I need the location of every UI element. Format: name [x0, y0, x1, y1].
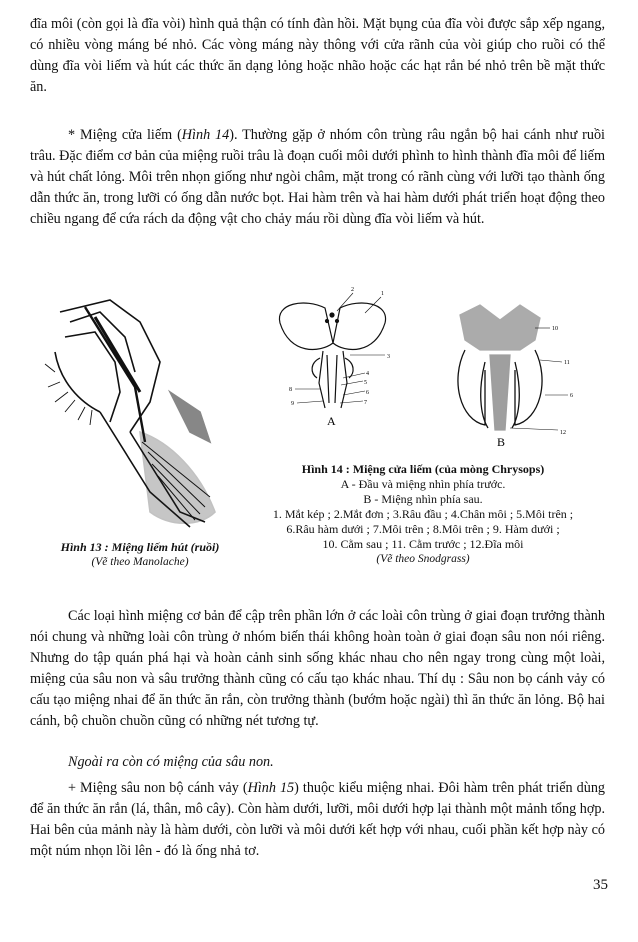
label-11: 11	[564, 360, 570, 366]
label-8: 8	[289, 387, 292, 393]
figure-14-credit: (Vẽ theo Snodgrass)	[376, 553, 470, 565]
page-number: 35	[593, 877, 608, 893]
paragraph-4-text: Ngoài ra còn có miệng của sâu non.	[68, 754, 274, 770]
figure-14-caption	[248, 462, 598, 567]
paragraph-2-prefix: * Miệng cửa liếm (	[68, 127, 182, 143]
label-3: 3	[387, 354, 390, 360]
label-2: 2	[351, 287, 354, 293]
label-6: 6	[366, 390, 369, 396]
label-5: 5	[364, 380, 367, 386]
label-12: 12	[560, 430, 566, 436]
figure-13-title: Hình 13 : Miệng liếm hút (ruồi)	[60, 540, 220, 554]
paragraph-2-text: ). Thường gặp ở nhóm côn trùng râu ngắn bộ hai cánh như ruồi trâu. Đặc điểm cơ bản của miệng ruồi trâu là đoạn cuối môi dưới phình to hình thành đĩa môi để liếm và hút chất lỏng. Môi trên nhọn giống như ngòi châm, mặt trong có rãnh cùng với lưỡi tạo thành ống dẫn thức ăn, trong lưỡi có ống dẫn nước bọt. Hai hàm trên và hai hàm dưới phát triển hoạt động theo chiều ngang để cứa rách da động vật cho chảy máu rồi dùng đĩa vòi liếm và hút.	[30, 127, 605, 227]
figure-14-reference: Hình 14	[181, 127, 230, 143]
paragraph-4	[30, 752, 605, 773]
paragraph-2	[30, 125, 605, 230]
figure-14-label-a: A	[327, 414, 336, 428]
figure-14b-drawing	[440, 300, 590, 450]
label-7: 7	[364, 400, 367, 406]
figure-14-legend-3: 10. Cằm sau ; 11. Cằm trước ; 12.Đĩa môi	[322, 537, 524, 551]
figure-14a-drawing	[265, 283, 415, 433]
figure-14-title: Hình 14 : Miệng cửa liếm (của mòng Chrysops)	[301, 462, 545, 476]
figure-13-caption	[30, 540, 250, 570]
paragraph-5-text: ) thuộc kiểu miệng nhai. Đôi hàm trên phát triển dùng để ăn thức ăn rắn (lá, thân, mô cây). Còn hàm dưới, lưỡi, môi dưới hợp lại thành một mảnh tổng hợp. Hai bên của mảnh này là hàm dưới, còn lưỡi và môi dưới kết hợp với nhau, cuối phần kết hợp này có một núm nhọn lồi lên - đó là ống nhả tơ.	[30, 780, 606, 859]
figure-14-line-a: A - Đầu và miệng nhìn phía trước.	[340, 477, 506, 491]
label-9: 9	[291, 401, 294, 407]
figure-14-legend-1: 1. Mắt kép ; 2.Mắt đơn ; 3.Râu đầu ; 4.Chân môi ; 5.Môi trên ;	[272, 507, 574, 521]
label-10: 10	[552, 326, 558, 332]
label-1: 1	[381, 291, 384, 297]
figure-14-label-b: B	[497, 435, 506, 449]
paragraph-3-text: Các loại hình miệng cơ bản để cập trên phần lớn ở các loài côn trùng ở giai đoạn trưởng thành nói chung và những loài côn trùng ở nhóm biến thái không hoàn toàn ở giai đoạn sâu non nói riêng. Nhưng do tập quán phá hại và hoàn cảnh sinh sống khác nhau cho nên ngay trong cùng một loài, miệng của sâu non và sâu trưởng thành cũng có cấu tạo khác nhau. Thí dụ : Sâu non bọ cánh vảy có cấu tạo miệng nhai để ăn thức ăn rắn, còn trưởng thành (bướm hoặc ngài) thì ăn thức ăn lỏng. Bộ hai cánh, bộ chuồn chuồn cũng có những nét tương tự.	[30, 608, 605, 729]
figure-13-credit: (Vẽ theo Manolache)	[91, 556, 189, 568]
paragraph-5	[30, 778, 605, 862]
paragraph-1	[30, 14, 605, 98]
label-6b: 6	[570, 393, 573, 399]
paragraph-5-prefix: + Miệng sâu non bộ cánh vảy (	[68, 780, 248, 796]
paragraph-1-text: đĩa môi (còn gọi là đĩa vòi) hình quả thận có tính đàn hồi. Mặt bụng của đĩa vòi được sắp xếp ngang, có nhiều vòng máng bé nhỏ. Các vòng máng này thông với cửa rãnh của vòi giúp cho ruồi có thể dùng đĩa vòi liếm và hút các thức ăn dạng lỏng hoặc nhão hoặc các hạt rắn bé nhỏ trên bề mặt thức ăn.	[30, 16, 605, 95]
figure-14-line-b: B - Miệng nhìn phía sau.	[363, 492, 483, 506]
figure-15-reference: Hình 15	[247, 780, 295, 796]
figure-14-legend-2: 6.Râu hàm dưới ; 7.Môi trên ; 8.Môi trên ; 9. Hàm dưới ;	[286, 522, 560, 536]
label-4: 4	[366, 371, 369, 377]
paragraph-3	[30, 606, 605, 732]
figure-13-drawing	[40, 292, 230, 532]
